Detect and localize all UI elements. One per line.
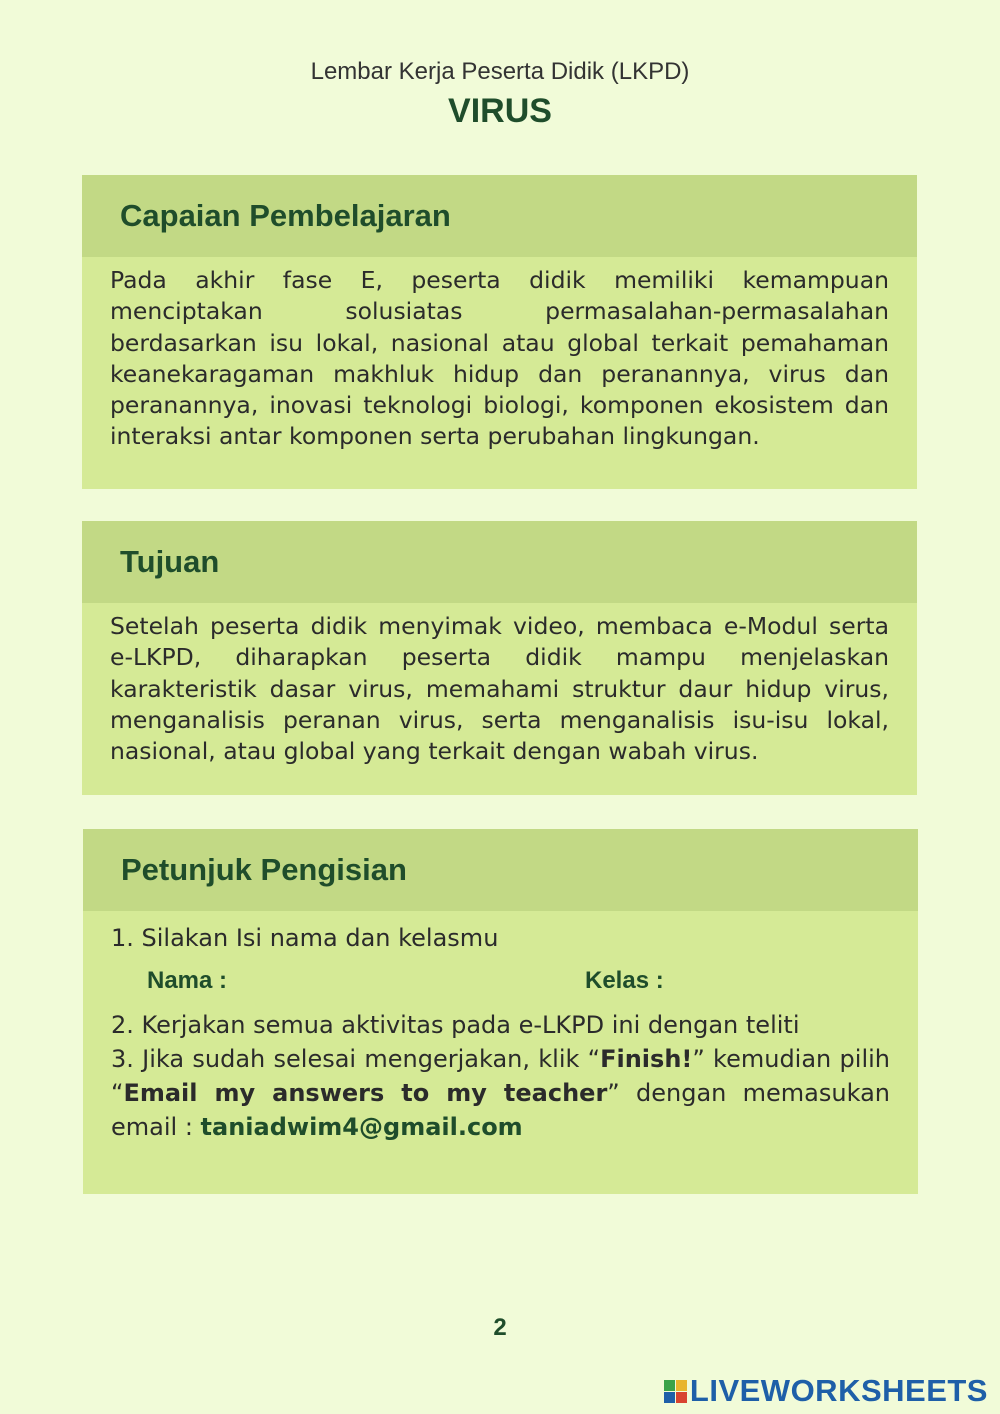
page-title: VIRUS	[448, 92, 552, 130]
finish-button-label: Finish!	[600, 1045, 693, 1074]
logo-square-v	[664, 1392, 675, 1403]
tujuan-text: Setelah peserta didik menyimak video, membaca e-Modul serta e-LKPD, diharapkan peserta didik mampu menjelaskan karakteristik dasar virus, memahami struktur daur hidup virus, menganalisis peranan virus, serta menganalisis isu-isu lokal, nasional, atau global yang terkait dengan wabah virus.	[110, 612, 889, 766]
page-subtitle: Lembar Kerja Peserta Didik (LKPD)	[310, 58, 690, 85]
liveworksheets-logo-icon	[664, 1380, 687, 1403]
capaian-text: Pada akhir fase E, peserta didik memiliki kemampuan menciptakan solusiatas permasalahan-permasalahan berdasarkan isu lokal, nasional atau global terkait pemahaman keanekaragaman makhluk hidup dan peranannya, virus dan peranannya, inovasi teknologi biologi, komponen ekosistem dan interaksi antar komponen serta perubahan lingkungan.	[110, 266, 889, 451]
brand-name: LIVEWORKSHEETS	[689, 1373, 988, 1408]
capaian-section	[82, 175, 917, 489]
step-3	[111, 1042, 890, 1144]
liveworksheets-brand[interactable]	[664, 1373, 988, 1409]
nama-label: Nama :	[147, 967, 228, 994]
tujuan-section	[82, 521, 917, 795]
petunjuk-section	[83, 829, 918, 1194]
petunjuk-heading: Petunjuk Pengisian	[83, 829, 918, 911]
email-option-label: Email my answers to my teacher	[123, 1079, 608, 1108]
step-3-part-b: ” kemudian pilih “	[111, 1045, 890, 1108]
step-1: 1. Silakan Isi nama dan kelasmu	[111, 924, 499, 952]
teacher-email: taniadwim4@gmail.com	[200, 1113, 523, 1142]
identity-form-row	[147, 965, 890, 996]
step-3-part-c: ” dengan memasukan email :	[111, 1079, 890, 1142]
logo-square-i	[676, 1380, 687, 1391]
capaian-heading: Capaian Pembelajaran	[82, 175, 917, 257]
petunjuk-body	[83, 911, 918, 1144]
kelas-label: Kelas :	[585, 967, 664, 994]
step-3-part-a: 3. Jika sudah selesai mengerjakan, klik “	[111, 1045, 601, 1074]
tujuan-heading: Tujuan	[82, 521, 917, 603]
logo-square-l	[664, 1380, 675, 1391]
logo-square-e	[676, 1392, 687, 1403]
page-number: 2	[493, 1314, 507, 1341]
step-2: 2. Kerjakan semua aktivitas pada e-LKPD ini dengan teliti	[111, 1011, 800, 1040]
